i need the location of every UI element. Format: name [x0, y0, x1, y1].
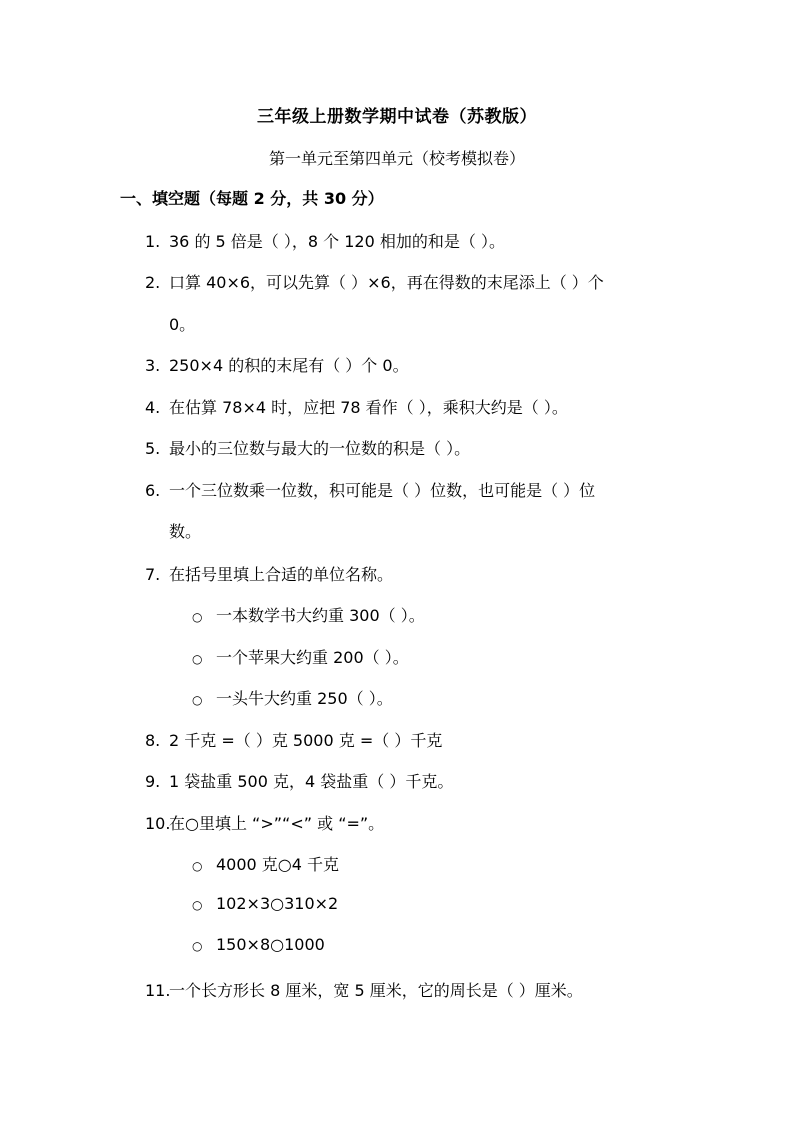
sub-item	[192, 686, 393, 709]
question-number: 8.	[145, 731, 161, 750]
bullet-icon: ○	[192, 939, 203, 953]
question-text: 口算 40×6，可以先算（ ）×6，再在得数的末尾添上（ ）个	[169, 273, 604, 292]
question-text: 2 千克 =（ ）克 5000 克 =（ ）千克	[169, 731, 443, 750]
sub-item-text: 102×3○310×2	[216, 894, 339, 913]
question-text: 36 的 5 倍是（ ），8 个 120 相加的和是（ ）。	[169, 232, 505, 251]
page-subtitle: 第一单元至第四单元（校考模拟卷）	[268, 149, 525, 168]
sub-item	[192, 645, 409, 668]
question-number: 7.	[145, 565, 161, 584]
sub-item-text: 150×8○1000	[216, 935, 325, 954]
page-title: 三年级上册数学期中试卷（苏教版）	[257, 107, 537, 127]
question-6	[145, 478, 595, 501]
bullet-icon: ○	[192, 610, 203, 624]
question-text: 一个三位数乘一位数，积可能是（ ）位数，也可能是（ ）位	[169, 481, 596, 500]
question-number: 5.	[145, 439, 161, 458]
question-8	[145, 728, 442, 751]
sub-item-text: 4000 克○4 千克	[216, 855, 340, 874]
sub-item	[192, 852, 339, 875]
question-text: 在○里填上 “>”“<” 或 “=”。	[169, 814, 385, 833]
sub-item-text: 一本数学书大约重 300（ ）。	[216, 606, 425, 625]
bullet-icon: ○	[192, 898, 203, 912]
question-10	[145, 811, 384, 834]
question-4	[145, 395, 568, 418]
sub-item-text: 一头牛大约重 250（ ）。	[216, 689, 393, 708]
question-number: 9.	[145, 772, 161, 791]
question-number: 1.	[145, 232, 161, 251]
bullet-icon: ○	[192, 859, 203, 873]
section-heading-fill-blank: 一、填空题（每题 2 分，共 30 分）	[120, 189, 384, 208]
question-2-continuation: 0。	[169, 315, 196, 334]
sub-item	[192, 894, 338, 913]
sub-item	[192, 935, 325, 954]
question-number: 3.	[145, 356, 161, 375]
question-text: 1 袋盐重 500 克，4 袋盐重（ ）千克。	[169, 772, 454, 791]
question-number: 4.	[145, 398, 161, 417]
bullet-icon: ○	[192, 693, 203, 707]
sub-item-text: 一个苹果大约重 200（ ）。	[216, 648, 409, 667]
bullet-icon: ○	[192, 652, 203, 666]
question-number: 10.	[145, 814, 171, 833]
question-3	[145, 353, 409, 376]
question-number: 6.	[145, 481, 161, 500]
sub-item	[192, 603, 425, 626]
question-7	[145, 562, 393, 585]
question-text: 250×4 的积的末尾有（ ）个 0。	[169, 356, 409, 375]
question-11	[145, 978, 583, 1001]
question-text: 最小的三位数与最大的一位数的积是（ ）。	[169, 439, 471, 458]
question-text: 在估算 78×4 时，应把 78 看作（ ），乘积大约是（ ）。	[169, 398, 568, 417]
question-text: 在括号里填上合适的单位名称。	[169, 565, 394, 584]
question-5	[145, 436, 470, 459]
question-6-continuation: 数。	[169, 522, 202, 541]
question-number: 11.	[145, 981, 171, 1000]
question-text: 一个长方形长 8 厘米，宽 5 厘米，它的周长是（ ）厘米。	[169, 981, 583, 1000]
question-9	[145, 769, 453, 792]
question-2	[145, 270, 604, 293]
question-number: 2.	[145, 273, 161, 292]
question-1	[145, 229, 505, 252]
